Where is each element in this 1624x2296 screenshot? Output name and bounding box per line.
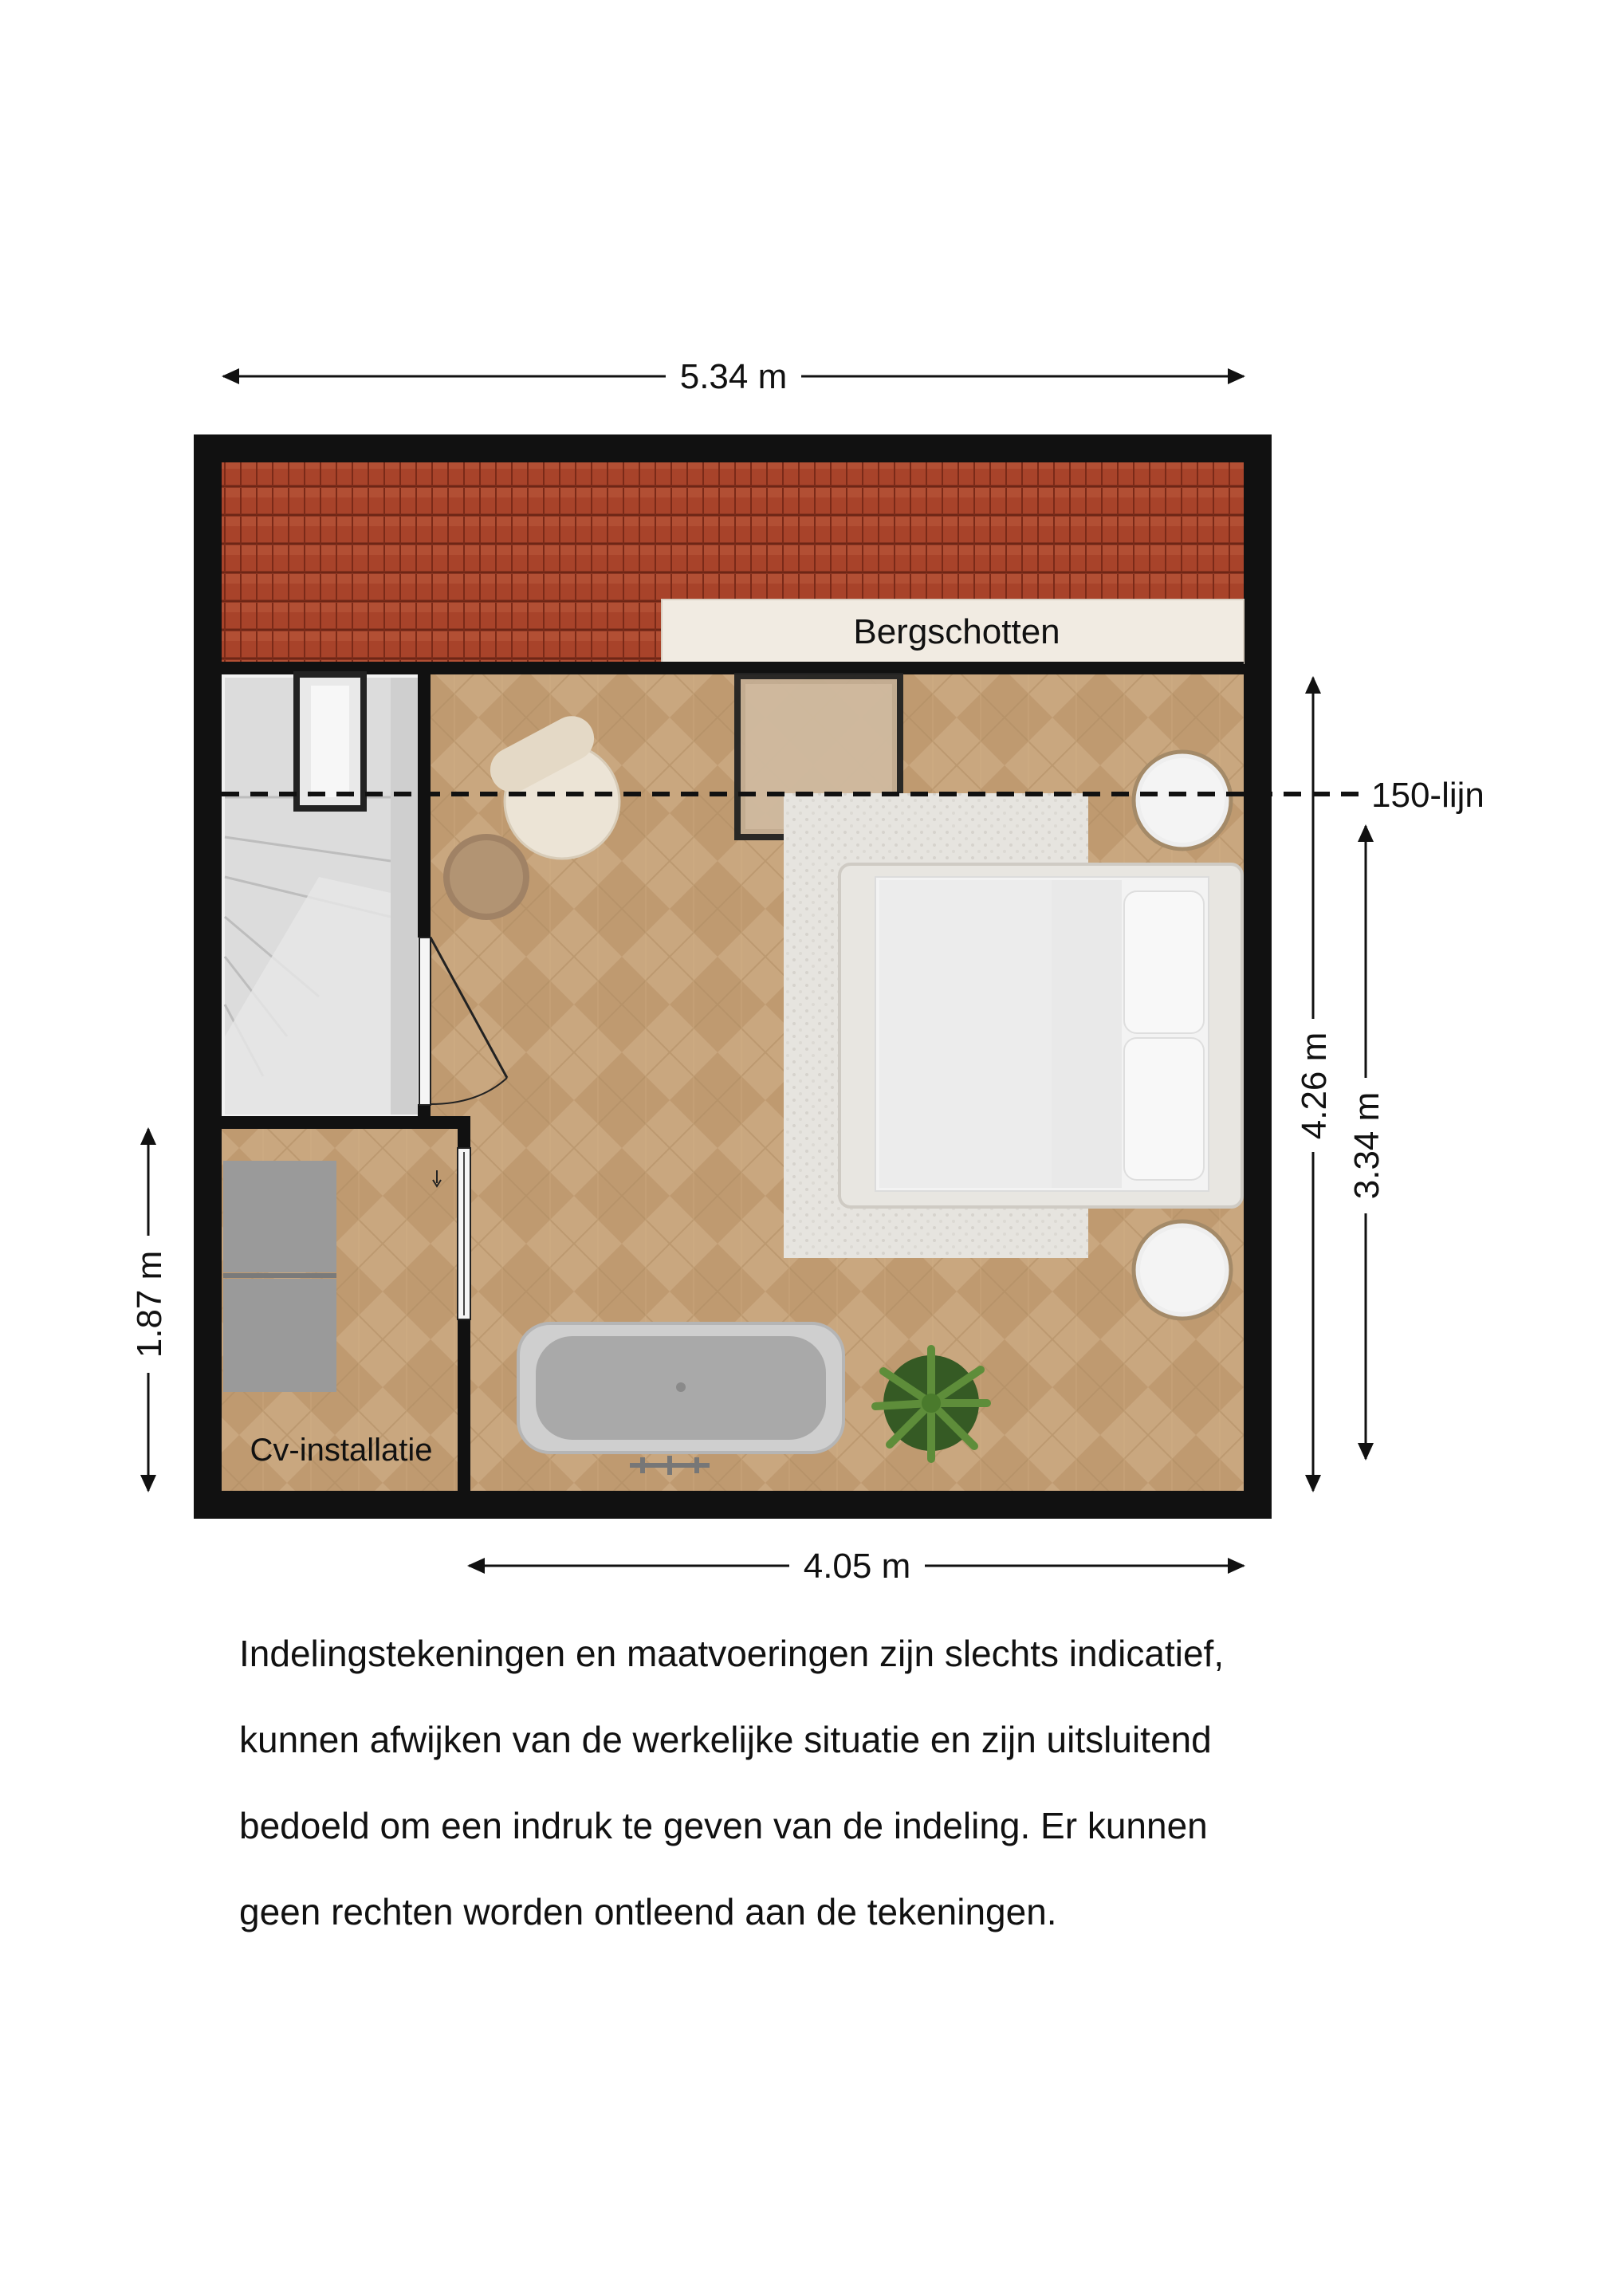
storage-label: Bergschotten [853,612,1060,651]
disclaimer-line: geen rechten worden ontleend aan de tekeningen. [239,1891,1057,1932]
dimension-right-height [1295,676,1334,1492]
side-table-icon [1134,1221,1231,1319]
dimension-top-width-label: 5.34 m [679,357,788,396]
side-table-icon [1134,752,1231,849]
disclaimer [239,1634,1435,1979]
disclaimer-line: Indelingstekeningen en maatvoeringen zijn slechts indicatief, [239,1633,1225,1674]
side-table-icon [443,834,529,920]
heating-label: Cv-installatie [250,1433,433,1468]
wall-roof-line [222,662,1244,674]
wall-heating-right-lower [458,1319,470,1491]
wall-stair-bottom [222,1116,470,1129]
dimension-right-height-label: 4.26 m [1295,1032,1334,1140]
dimension-left-height-label: 1.87 m [130,1250,169,1358]
wall-stair-right [418,674,431,938]
dimension-top-width [222,357,1245,396]
door-icon [458,1148,470,1319]
dimension-bottom-width [467,1547,1245,1586]
dimension-right-inner-height-label: 3.34 m [1347,1091,1386,1200]
dimension-bottom-width-label: 4.05 m [803,1547,911,1586]
bed-icon [840,864,1242,1207]
disclaimer-line: bedoeld om een indruk te geven van de indeling. Er kunnen [239,1805,1208,1846]
wall-heating-right [458,1116,470,1148]
skylight-icon [297,674,364,808]
height-line-label: 150-lijn [1371,776,1484,815]
dimension-left-height [130,1127,169,1492]
disclaimer-line: kunnen afwijken van de werkelijke situatie en zijn uitsluitend [239,1719,1212,1760]
bathtub-icon [518,1323,843,1475]
dimension-right-inner-height [1347,824,1386,1461]
